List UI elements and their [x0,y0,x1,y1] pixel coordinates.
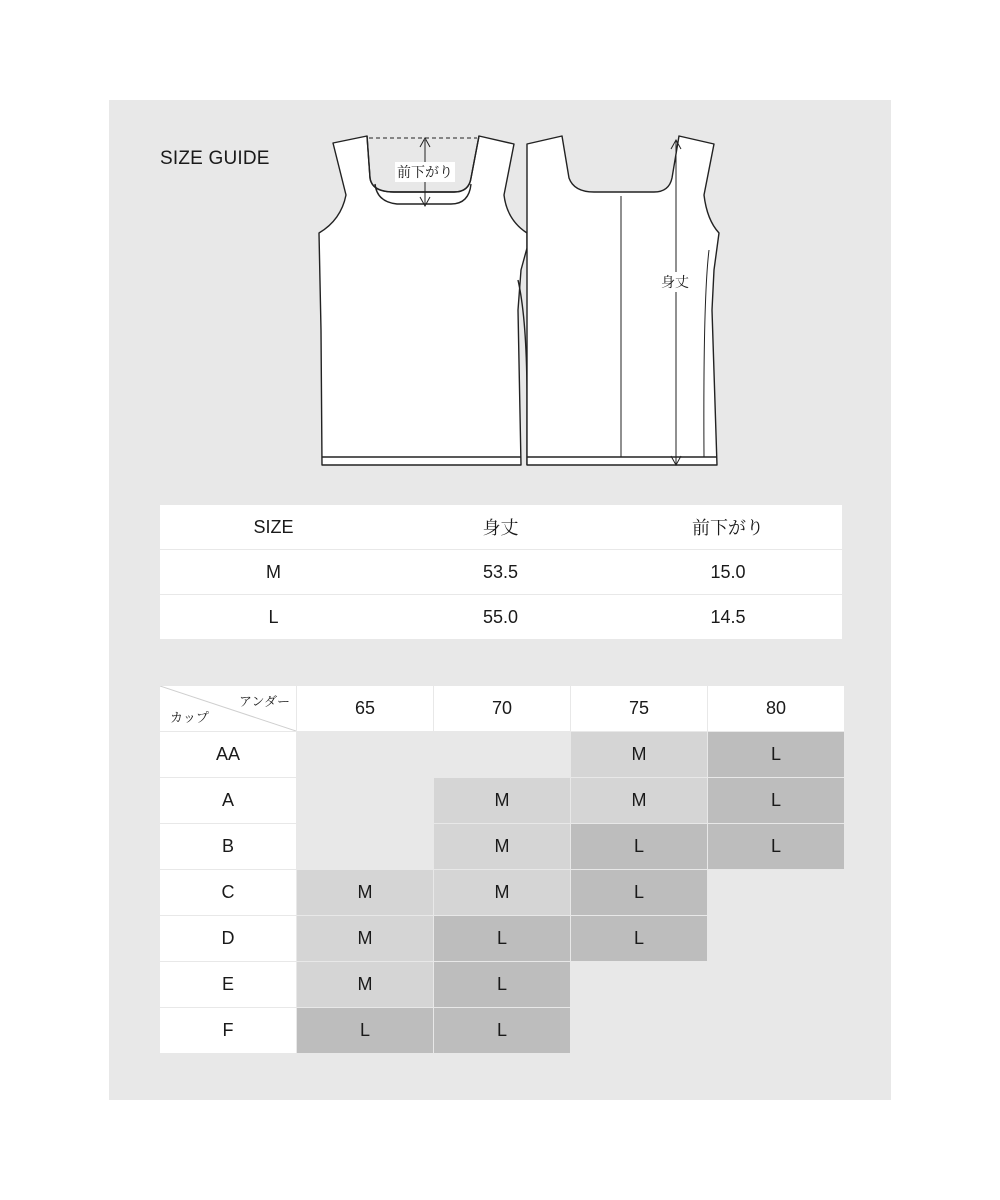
garment-diagram [109,100,891,480]
size-cell-empty [708,1008,844,1053]
size-cell-l: L [571,916,707,961]
back-view [527,136,719,465]
under-label: アンダー [239,695,290,710]
size-cell-empty [708,870,844,915]
cup-label: カップ [170,711,209,726]
size-cell-l: L [434,962,570,1007]
size-cell-empty [297,732,433,777]
header-front-drop: 前下がり [692,518,764,538]
size-cell-l: L [708,732,844,777]
size-cell-empty [571,962,707,1007]
front-drop-cell: 14.5 [710,606,746,627]
front-drop-label: 前下がり [395,162,455,182]
size-cell-empty [571,1008,707,1053]
size-cell-m: M [571,732,707,777]
under-size-header: 80 [708,686,844,731]
size-table [160,505,842,640]
cup-size-label: C [160,870,296,915]
size-guide-panel [109,100,891,1100]
front-view [319,136,527,465]
front-drop-cell: 15.0 [710,561,746,582]
size-cell-m: M [297,916,433,961]
size-cell-m: M [434,778,570,823]
size-cell-l: L [297,1008,433,1053]
size-cell-m: M [434,870,570,915]
size-cell-l: L [434,1008,570,1053]
size-cell-l: L [708,824,844,869]
size-cell-l: L [571,824,707,869]
table-row [160,550,842,594]
header-size: SIZE [253,516,294,537]
bra-size-table [160,686,844,1053]
size-cell-m: M [434,824,570,869]
cup-size-label: B [160,824,296,869]
size-cell-empty [297,824,433,869]
size-cell-empty [708,916,844,961]
cup-size-label: E [160,962,296,1007]
body-length-cell: 55.0 [482,606,519,627]
cup-size-label: F [160,1008,296,1053]
size-cell-empty [297,778,433,823]
table-corner [160,686,296,731]
header-body-length: 身丈 [482,518,519,538]
size-guide-title: SIZE GUIDE [160,148,270,169]
size-cell-empty [434,732,570,777]
size-cell-empty [708,962,844,1007]
garment-illustration [109,100,891,480]
body-length-label: 身丈 [659,272,691,292]
body-length-cell: 53.5 [482,561,519,582]
size-cell: M [266,561,281,582]
cup-size-label: D [160,916,296,961]
table-row [160,595,842,639]
size-cell: L [268,606,279,627]
size-cell-m: M [297,962,433,1007]
size-table-header [160,505,842,549]
size-cell-m: M [297,870,433,915]
cup-size-label: AA [160,732,296,777]
size-cell-m: M [571,778,707,823]
size-cell-l: L [708,778,844,823]
cup-size-label: A [160,778,296,823]
under-size-header: 65 [297,686,433,731]
under-size-header: 70 [434,686,570,731]
size-cell-l: L [434,916,570,961]
under-size-header: 75 [571,686,707,731]
size-cell-l: L [571,870,707,915]
